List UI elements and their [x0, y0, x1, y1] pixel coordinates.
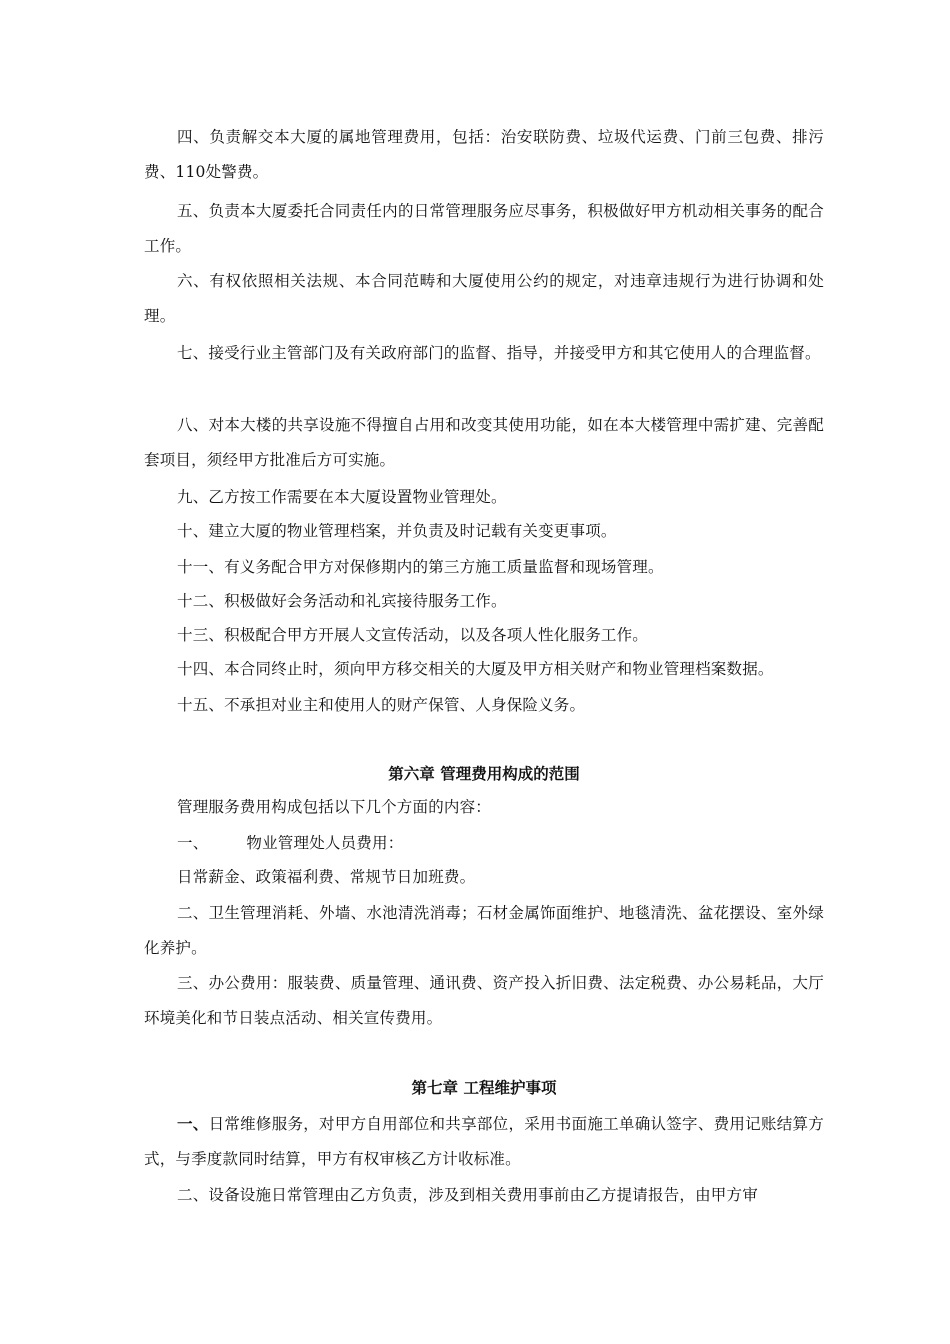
chapter-6-intro: 管理服务费用构成包括以下几个方面的内容：	[177, 798, 492, 816]
clause-4: 四、负责解交本大厦的属地管理费用，包括：治安联防费、垃圾代运费、门前三包费、排污费、110处警费。	[144, 128, 824, 181]
chapter-7-title: 第七章 工程维护事项	[411, 1078, 557, 1097]
clause-5: 五、负责本大厦委托合同责任内的日常管理服务应尽事务，积极做好甲方机动相关事务的配合工作。	[144, 202, 824, 255]
chapter-6-item-3: 三、办公费用：服装费、质量管理、通讯费、资产投入折旧费、法定税费、办公易耗品，大厅环境美化和节日装点活动、相关宣传费用。	[144, 974, 824, 1027]
chapter-6-item-1-detail: 日常薪金、政策福利费、常规节日加班费。	[177, 868, 476, 886]
clause-9: 九、乙方按工作需要在本大厦设置物业管理处。	[177, 488, 507, 506]
clause-8: 八、对本大楼的共享设施不得擅自占用和改变其使用功能，如在本大楼管理中需扩建、完善配套项目，须经甲方批准后方可实施。	[144, 416, 824, 469]
clause-14: 十四、本合同终止时，须向甲方移交相关的大厦及甲方相关财产和物业管理档案数据。	[177, 660, 774, 678]
item-text: 日常维修服务，对甲方自用部位和共享部位，采用书面施工单确认签字、费用记账结算方式，与季度款同时结算，甲方有权审核乙方计收标准。	[144, 1115, 824, 1168]
clause-11: 十一、有义务配合甲方对保修期内的第三方施工质量监督和现场管理。	[177, 558, 664, 576]
clause-12: 十二、积极做好会务活动和礼宾接待服务工作。	[177, 592, 507, 610]
chapter-7-item-2: 二、设备设施日常管理由乙方负责，涉及到相关费用事前由乙方提请报告，由甲方审	[177, 1186, 758, 1204]
clause-10: 十、建立大厦的物业管理档案，并负责及时记载有关变更事项。	[177, 522, 617, 540]
clause-15: 十五、不承担对业主和使用人的财产保管、人身保险义务。	[177, 696, 586, 714]
clause-13: 十三、积极配合甲方开展人文宣传活动，以及各项人性化服务工作。	[177, 626, 649, 644]
chapter-6-title: 第六章 管理费用构成的范围	[388, 764, 580, 783]
chapter-6-item-1	[144, 826, 824, 861]
item-text: 物业管理处人员费用：	[246, 834, 404, 852]
chapter-6-item-2: 二、卫生管理消耗、外墙、水池清洗消毒；石材金属饰面维护、地毯清洗、盆花摆设、室外绿化养护。	[144, 904, 824, 957]
chapter-7-item-1	[144, 1106, 824, 1177]
item-number: 一、	[177, 834, 209, 852]
clause-7: 七、接受行业主管部门及有关政府部门的监督、指导，并接受甲方和其它使用人的合理监督。	[177, 344, 821, 362]
item-number: 一、	[177, 1114, 209, 1133]
clause-6: 六、有权依照相关法规、本合同范畴和大厦使用公约的规定，对违章违规行为进行协调和处理。	[144, 272, 824, 325]
